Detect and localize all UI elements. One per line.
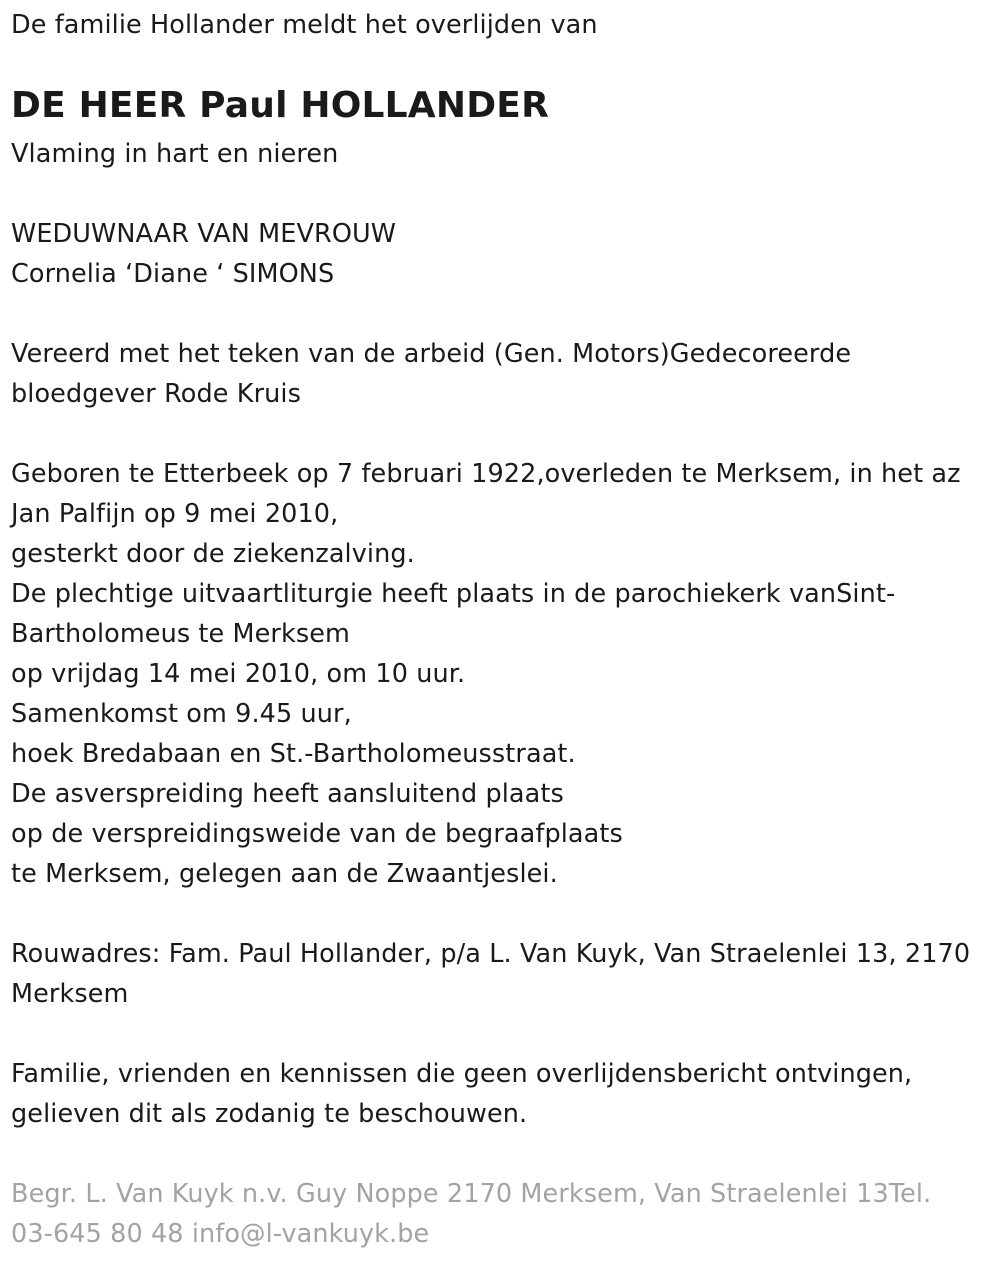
footer-line: Begr. L. Van Kuyk n.v. Guy Noppe 2170 Merksem, Van Straelenlei 13Tel. [11, 1179, 932, 1209]
details-line: op vrijdag 14 mei 2010, om 10 uur. [11, 659, 466, 689]
address-line: Rouwadres: Fam. Paul Hollander, p/a L. Van Kuyk, Van Straelenlei 13, 2170 [11, 939, 971, 969]
details-line: Jan Palfijn op 9 mei 2010, [11, 499, 339, 529]
spouse-name-line: Cornelia ‘Diane ‘ SIMONS [11, 259, 335, 289]
family-note-block [11, 1054, 912, 1134]
subtitle: Vlaming in hart en nieren [11, 139, 339, 169]
footer-line: 03-645 80 48 info@l-vankuyk.be [11, 1219, 430, 1249]
subtitle-block [11, 134, 338, 174]
funeral-details-block [11, 454, 961, 894]
deceased-name-title: DE HEER Paul HOLLANDER [11, 85, 549, 126]
details-line: Samenkomst om 9.45 uur, [11, 699, 352, 729]
details-line: hoek Bredabaan en St.-Bartholomeusstraat. [11, 739, 576, 769]
intro-line: De familie Hollander meldt het overlijden van [11, 10, 598, 40]
honors-line: Vereerd met het teken van de arbeid (Gen. Motors)Gedecoreerde [11, 339, 852, 369]
honors-line: bloedgever Rode Kruis [11, 379, 301, 409]
honors-block [11, 334, 851, 414]
mourning-address-block [11, 934, 970, 1014]
undertaker-footer [11, 1174, 931, 1254]
family-note-line: Familie, vrienden en kennissen die geen overlijdensbericht ontvingen, [11, 1059, 913, 1089]
details-line: op de verspreidingsweide van de begraafplaats [11, 819, 623, 849]
details-line: Geboren te Etterbeek op 7 februari 1922,overleden te Merksem, in het az [11, 459, 961, 489]
details-line: gesterkt door de ziekenzalving. [11, 539, 415, 569]
widower-block [11, 214, 396, 294]
details-line: te Merksem, gelegen aan de Zwaantjeslei. [11, 859, 558, 889]
details-line: De plechtige uitvaartliturgie heeft plaats in de parochiekerk vanSint- [11, 579, 896, 609]
details-line: De asverspreiding heeft aansluitend plaats [11, 779, 564, 809]
details-line: Bartholomeus te Merksem [11, 619, 350, 649]
widower-line: WEDUWNAAR VAN MEVROUW [11, 219, 397, 249]
address-line: Merksem [11, 979, 129, 1009]
family-note-line: gelieven dit als zodanig te beschouwen. [11, 1099, 528, 1129]
